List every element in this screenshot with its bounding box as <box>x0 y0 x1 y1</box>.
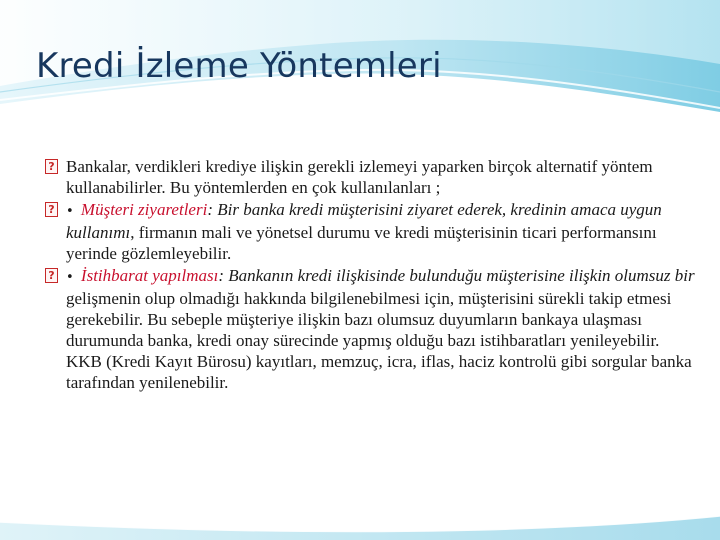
bullet-list <box>45 156 695 394</box>
bullet-icon: ? <box>45 202 58 217</box>
slide-title: Kredi İzleme Yöntemleri <box>36 46 442 86</box>
bullet-icon: ? <box>45 159 58 174</box>
bullet-text: Bankalar, verdikleri krediye ilişkin gerekli izlemeyi yaparken birçok alternatif yöntem kullanabilirler. Bu yöntemlerden en çok kullanılanları ; <box>66 157 653 197</box>
term-definition-italic: : Bir banka kredi müşterisini ziyaret ederek, kredinin amaca uygun kullanımı <box>66 200 662 242</box>
bullet-item-intro <box>45 156 695 198</box>
term-definition-italic: : Bankanın kredi ilişkisinde bulunduğu müşterisine ilişkin olumsuz bir <box>218 266 695 285</box>
bullet-text: gelişmenin olup olmadığı hakkında bilgilenebilmesi için, müşterisini sürekli takip etmesi gerekebilir. Bu sebeple müşteriye ilişkin bazı olumsuz duyumların bankaya ulaşması durumunda banka, kredi onay sürecinde yapmış olduğu bazı istihbaratları yenileyebilir. KKB (Kredi Kayıt Bürosu) kayıtları, memzuç, icra, iflas, haciz kontrolü gibi sorgular banka tarafından yenilenebilir. <box>66 289 692 392</box>
term-customer-visits: Müşteri ziyaretleri <box>80 200 208 219</box>
term-intelligence: İstihbarat yapılması <box>80 266 219 285</box>
bullet-dot: • <box>66 270 74 285</box>
bullet-item-intelligence <box>45 265 695 393</box>
bullet-dot: • <box>66 204 74 219</box>
bullet-item-customer-visits <box>45 199 695 264</box>
bullet-text: , firmanın mali ve yönetsel durumu ve kredi müşterisinin ticari performansını yerinde gözlemleyebilir. <box>66 223 657 263</box>
bullet-icon: ? <box>45 268 58 283</box>
